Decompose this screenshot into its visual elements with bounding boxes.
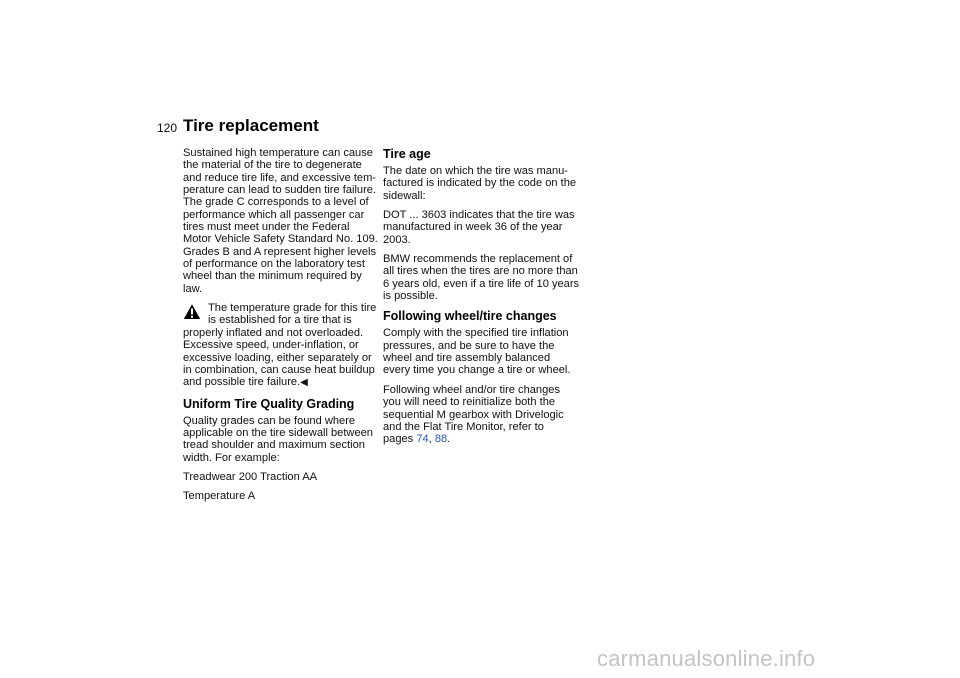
end-of-note-mark: ◀ bbox=[300, 377, 308, 389]
paragraph-end: . bbox=[447, 433, 451, 446]
page-number: 120 bbox=[157, 121, 178, 135]
changes-paragraph-2-text: Following wheel and/or tire changes you will need to reinitialize both the sequential M gearbox with Drivelogic and the Flat Tire Monitor, refer to pages bbox=[383, 383, 564, 446]
watermark: carmanualsonline.info bbox=[597, 646, 816, 671]
page-link-88[interactable]: 88 bbox=[434, 433, 448, 446]
right-column bbox=[383, 147, 581, 453]
warning-triangle-icon bbox=[183, 303, 201, 320]
tire-age-paragraph-1: The date on which the tire was manu- factured is indicated by the code on the sidewall: bbox=[383, 165, 577, 202]
following-wheel-tire-changes-heading: Following wheel/tire changes bbox=[383, 309, 557, 324]
link-separator: , bbox=[428, 433, 435, 446]
tire-age-paragraph-3: BMW recommends the replacement of all tires when the tires are no more than 6 years old, even if a tire life of 10 years is possible. bbox=[383, 253, 580, 303]
page-title: Tire replacement bbox=[183, 116, 319, 135]
caution-lead-text: The temperature grade for this tire is established for a tire that is bbox=[208, 302, 377, 327]
tire-age-heading: Tire age bbox=[383, 147, 431, 161]
temperature-example: Temperature A bbox=[183, 490, 256, 503]
caution-note bbox=[183, 302, 381, 389]
changes-paragraph-2 bbox=[383, 384, 581, 446]
treadwear-example: Treadwear 200 Traction AA bbox=[183, 470, 318, 483]
left-column bbox=[183, 147, 381, 510]
quality-grades-paragraph: Quality grades can be found where applicable on the tire sidewall between tread shoulder and maximum section width. For example: bbox=[183, 414, 373, 464]
uniform-tire-quality-grading-heading: Uniform Tire Quality Grading bbox=[183, 396, 355, 411]
temperature-intro-paragraph: Sustained high temperature can cause the material of the tire to degenerate and reduce tire life, and excessive tem- perature can lead to sudden tire failure. The grade C corresponds to a level of performance which all passenger car tires must meet under the Federal Motor Vehicle Safety Standard No. 109. Grades B and A represent higher levels of performance on the laboratory test wheel than the minimum required by law. bbox=[183, 147, 378, 295]
tire-age-paragraph-2: DOT ... 3603 indicates that the tire was manufactured in week 36 of the year 2003. bbox=[383, 209, 575, 246]
page-link-74[interactable]: 74 bbox=[416, 433, 429, 446]
caution-body-text: properly inflated and not overloaded. Excessive speed, under-inflation, or excessive loading, either separately or in combination, can cause heat buildup and possible tire failure. bbox=[183, 326, 375, 389]
changes-paragraph-1: Comply with the specified tire inflation pressures, and be sure to have the wheel and tire assembly balanced every time you change a tire or wheel. bbox=[383, 327, 571, 377]
